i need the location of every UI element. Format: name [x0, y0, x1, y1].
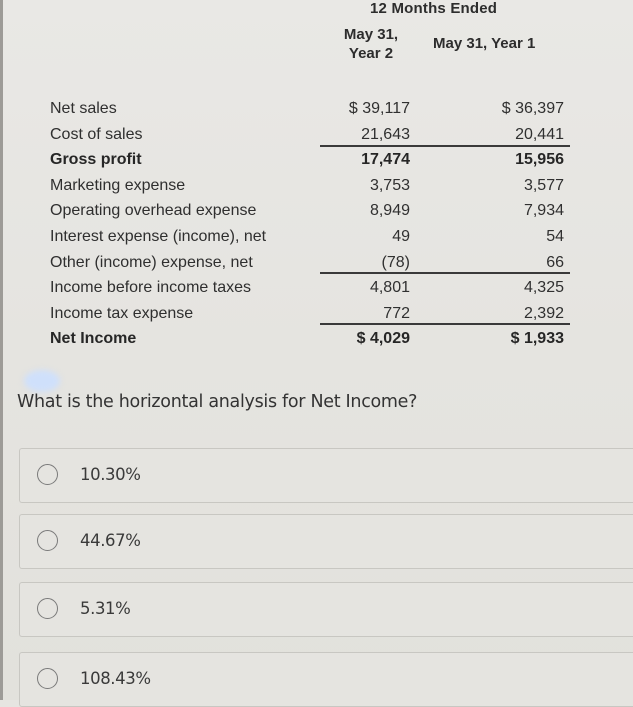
value-cost-of-sales-y2: 21,643	[361, 125, 410, 143]
value-income-before-taxes-y2: 4,801	[369, 279, 410, 297]
row-label-net-sales: Net sales	[50, 100, 117, 117]
subtotal-rule-income-before-taxes	[320, 272, 570, 274]
radio-button-icon[interactable]	[37, 464, 58, 485]
value-gross-profit-y1: 15,956	[515, 151, 564, 169]
value-marketing-y1: 3,577	[523, 176, 564, 194]
radio-button-icon[interactable]	[37, 598, 58, 619]
value-other-y1: 66	[546, 253, 564, 271]
row-label-income-before-taxes: Income before income taxes	[50, 279, 251, 297]
answer-option-label: 10.30%	[80, 465, 141, 484]
value-income-tax-y2: 772	[383, 304, 410, 322]
row-label-net-income: Net Income	[50, 330, 137, 348]
value-net-income-y1: $ 1,933	[510, 330, 564, 348]
value-other-y2: (78)	[381, 253, 410, 271]
answer-option-3[interactable]	[19, 582, 633, 637]
value-gross-profit-y2: 17,474	[361, 151, 410, 169]
value-net-sales-y1: $ 36,397	[501, 100, 564, 117]
value-income-tax-y1: 2,392	[523, 304, 564, 322]
row-labels	[50, 96, 266, 352]
year2-values	[318, 96, 410, 352]
value-net-income-y2: $ 4,029	[356, 330, 410, 348]
column-header-year1: May 31, Year 1	[433, 35, 536, 52]
column-header-year2: May 31, Year 2	[343, 26, 399, 62]
value-interest-y1: 54	[546, 227, 564, 245]
row-label-income-tax-expense: Income tax expense	[50, 304, 194, 322]
answer-option-2[interactable]	[19, 514, 633, 569]
touch-highlight	[24, 370, 60, 392]
answer-option-label: 108.43%	[80, 669, 151, 688]
row-label-interest-expense: Interest expense (income), net	[50, 227, 267, 245]
row-label-gross-profit: Gross profit	[50, 151, 142, 169]
value-net-sales-y2: $ 39,117	[348, 100, 410, 117]
radio-button-icon[interactable]	[37, 530, 58, 551]
value-overhead-y2: 8,949	[369, 202, 410, 220]
value-overhead-y1: 7,934	[523, 202, 564, 220]
answer-option-label: 5.31%	[80, 599, 131, 618]
value-cost-of-sales-y1: 20,441	[515, 125, 564, 143]
value-marketing-y2: 3,753	[369, 176, 410, 194]
answer-option-1[interactable]	[19, 448, 633, 503]
value-income-before-taxes-y1: 4,325	[523, 279, 564, 297]
row-label-marketing-expense: Marketing expense	[50, 176, 186, 194]
question-text: What is the horizontal analysis for Net Income?	[17, 392, 418, 412]
row-label-other-expense: Other (income) expense, net	[50, 253, 253, 271]
answer-option-4[interactable]	[19, 652, 633, 707]
year1-values	[480, 96, 564, 352]
row-label-operating-overhead: Operating overhead expense	[50, 202, 257, 220]
period-header: 12 Months Ended	[370, 0, 498, 17]
value-interest-y2: 49	[392, 227, 410, 245]
subtotal-rule-net-income	[320, 323, 570, 325]
radio-button-icon[interactable]	[37, 668, 58, 689]
subtotal-rule-gross-profit	[320, 145, 570, 147]
answer-option-label: 44.67%	[80, 531, 141, 550]
row-label-cost-of-sales: Cost of sales	[50, 125, 143, 143]
